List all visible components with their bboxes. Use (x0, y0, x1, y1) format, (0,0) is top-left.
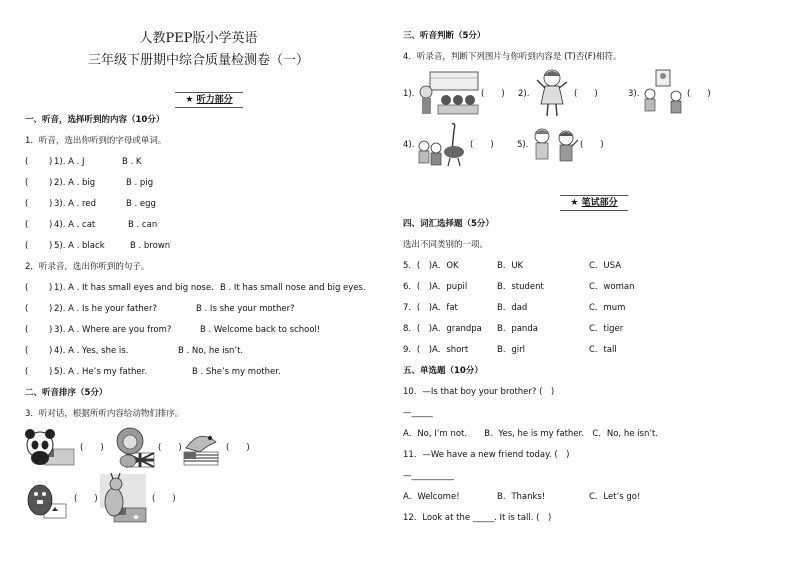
option-b: B . can (128, 220, 158, 230)
option-a: 4). A . cat (54, 220, 96, 230)
answer-paren-open: ( (25, 367, 29, 377)
part4-instruction: 选出不同类别的一项。 (403, 240, 489, 250)
part3-item-number: 1). (403, 89, 415, 99)
part3-heading: 三、听音判断（5分） (403, 31, 486, 41)
option-a: 2). A . Is he your father? (54, 304, 157, 314)
part1-instruction-2: 2．听录音，选出你听到的句子。 (25, 262, 150, 272)
part3-item-number: 5). (517, 140, 529, 150)
part1-instruction: 1．听音，选出你听到的字母或单词。 (25, 136, 167, 146)
answer-paren-open: ( (25, 346, 29, 356)
option-a: 1). A . J (54, 157, 85, 167)
question-12: 12．Look at the _____. It is tall. ( ) (403, 513, 552, 523)
question-stem: 5．( )A．OK (403, 261, 459, 271)
option-c: C．mum (589, 303, 626, 313)
option-a: A．Welcome! (403, 492, 460, 502)
answer-blank: ( ) (580, 140, 604, 150)
panda-picture (24, 425, 76, 467)
banner-label: 听力部分 (196, 95, 233, 105)
answer-paren-open: ( (25, 157, 29, 167)
option-b: B . K (122, 157, 142, 167)
option-b: B . Is she your mother? (196, 304, 295, 314)
answer-blank: ( ) (481, 89, 505, 99)
option-a: 2). A . big (54, 178, 96, 188)
option-a: 5). A . black (54, 241, 105, 251)
part3-instruction: 4．听录音，判断下列图片与你听到内容是 (T)否(F)相符。 (403, 52, 622, 62)
answer-paren-close: ) (49, 157, 53, 167)
answer-paren-close: ) (49, 367, 53, 377)
answer-paren-open: ( (25, 178, 29, 188)
option-b: B . It has small nose and big eyes. (220, 283, 366, 293)
listening-section-banner (175, 92, 243, 108)
answer-paren-open: ( (25, 283, 29, 293)
children-picture (530, 122, 580, 166)
option-b: B．Thanks! (497, 492, 546, 502)
option-b: B . pig (126, 178, 154, 188)
title-line-2: 三年级下册期中综合质量检测卷（一） (87, 53, 309, 68)
star-icon: ★ (185, 95, 194, 105)
answer-paren-close: ) (49, 325, 53, 335)
option-b: B．panda (497, 324, 538, 334)
question-10-options: A．No, I’m not. B．Yes, he is my father. C．No, he isn’t. (403, 429, 659, 439)
answer-line: —_____ (403, 408, 433, 418)
answer-line: —__________ (403, 471, 454, 481)
option-b: B . No, he isn’t. (178, 346, 244, 356)
part4-heading: 四、词汇选择题（5分） (403, 219, 494, 229)
girl-picture (535, 68, 569, 118)
part3-item-number: 4). (403, 140, 415, 150)
family-photo-picture (642, 68, 686, 116)
answer-blank: ( ) (470, 140, 494, 150)
writing-section-banner (560, 195, 628, 211)
answer-paren-close: ) (49, 283, 53, 293)
ostrich-kids-picture (416, 120, 468, 168)
part2-heading: 二、听音排序（5分） (25, 388, 108, 398)
option-b: B．girl (497, 345, 525, 355)
option-a: 3). A . Where are you from? (54, 325, 172, 335)
lion-picture (108, 425, 156, 469)
banner-label: 笔试部分 (581, 198, 618, 208)
kangaroo-picture (96, 472, 148, 524)
option-c: C．tiger (589, 324, 624, 334)
option-c: C．Let’s go! (589, 492, 641, 502)
answer-paren-close: ) (49, 199, 53, 209)
answer-paren-open: ( (25, 220, 29, 230)
answer-blank: ( ) (158, 443, 182, 453)
question-stem: 7．( )A．fat (403, 303, 458, 313)
option-c: C．tall (589, 345, 617, 355)
answer-paren-open: ( (25, 199, 29, 209)
option-b: B . She’s my mother. (192, 367, 281, 377)
question-10: 10．—Is that boy your brother? ( ) (403, 387, 555, 397)
part1-heading: 一、听音，选择听到的内容（10分） (25, 115, 165, 125)
answer-paren-close: ) (49, 304, 53, 314)
answer-paren-open: ( (25, 325, 29, 335)
option-b: B．dad (497, 303, 528, 313)
answer-paren-close: ) (49, 346, 53, 356)
answer-paren-open: ( (25, 304, 29, 314)
answer-paren-close: ) (49, 220, 53, 230)
part2-instruction: 3．听对话，根据所听内容给动物们排序。 (25, 409, 184, 419)
answer-blank: ( ) (226, 443, 250, 453)
option-c: C．woman (589, 282, 635, 292)
part3-item-number: 2). (518, 89, 530, 99)
question-11: 11．—We have a new friend today. ( ) (403, 450, 570, 460)
answer-paren-close: ) (49, 178, 53, 188)
answer-paren-close: ) (49, 241, 53, 251)
answer-blank: ( ) (152, 494, 176, 504)
option-a: 4). A . Yes, she is. (54, 346, 129, 356)
question-stem: 9．( )A．short (403, 345, 469, 355)
option-b: B . egg (126, 199, 156, 209)
answer-blank: ( ) (80, 443, 104, 453)
option-c: C．USA (589, 261, 622, 271)
option-b: B . Welcome back to school! (200, 325, 321, 335)
answer-blank: ( ) (74, 494, 98, 504)
question-stem: 8．( )A．grandpa (403, 324, 482, 334)
answer-paren-open: ( (25, 241, 29, 251)
title-line-1: 人教PEP版小学英语 (139, 31, 258, 46)
classroom-picture (416, 70, 482, 116)
answer-blank: ( ) (574, 89, 598, 99)
star-icon: ★ (570, 198, 579, 208)
eagle-picture (182, 428, 222, 466)
answer-blank: ( ) (687, 89, 711, 99)
beaver-picture (24, 478, 70, 520)
part3-item-number: 3). (628, 89, 640, 99)
option-b: B . brown (130, 241, 171, 251)
part5-heading: 五、单选题（10分） (403, 366, 483, 376)
option-a: 5). A . He’s my father. (54, 367, 148, 377)
option-a: 3). A . red (54, 199, 96, 209)
question-stem: 6．( )A．pupil (403, 282, 468, 292)
option-a: 1). A . It has small eyes and big nose. (54, 283, 214, 293)
option-b: B．UK (497, 261, 524, 271)
option-b: B．student (497, 282, 544, 292)
